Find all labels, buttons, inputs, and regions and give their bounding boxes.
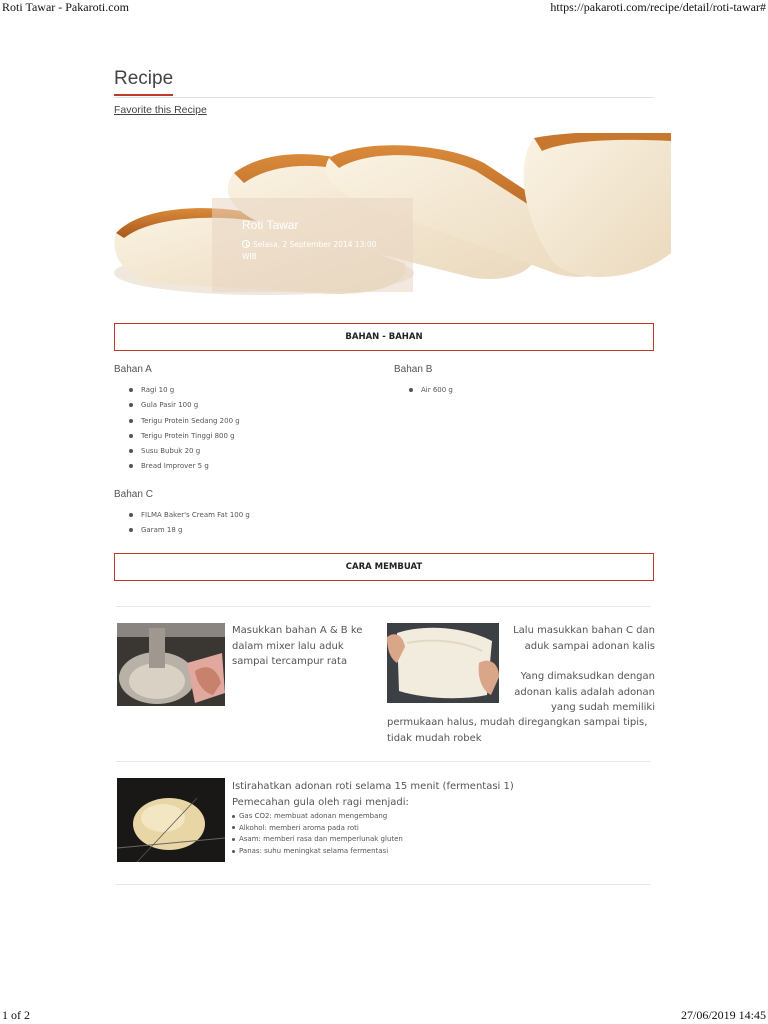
ingredients-section-header: BAHAN - BAHAN xyxy=(114,323,654,351)
recipe-date xyxy=(242,239,383,263)
mixer-photo-illustration xyxy=(117,623,225,706)
ingredient-item: Terigu Protein Sedang 200 g xyxy=(126,416,240,431)
ingredient-item: Gula Pasir 100 g xyxy=(126,400,240,415)
ingredient-item: Terigu Protein Tinggi 800 g xyxy=(126,431,240,446)
fermentation-item: Asam: memberi rasa dan memperlunak gluten xyxy=(232,834,403,846)
print-page-url: https://pakaroti.com/recipe/detail/roti-tawar# xyxy=(550,0,766,14)
ingredient-item: Air 600 g xyxy=(406,385,453,400)
recipe-date-text: Selasa, 2 September 2014 13:00 WIB xyxy=(242,240,377,261)
ingredient-item: FILMA Baker's Cream Fat 100 g xyxy=(126,510,250,525)
step-photo-dough-stretch xyxy=(387,623,499,703)
ingredient-item: Bread Improver 5 g xyxy=(126,461,240,476)
step-divider xyxy=(116,884,650,885)
dough-rest-illustration xyxy=(117,778,225,862)
ingredient-item: Ragi 10 g xyxy=(126,385,240,400)
print-page-number: 1 of 2 xyxy=(2,1008,30,1022)
print-page-title: Roti Tawar - Pakaroti.com xyxy=(2,0,129,14)
title-divider xyxy=(114,97,654,98)
ingredient-group-title: Bahan A xyxy=(114,364,152,375)
fermentation-item: Panas: suhu meningkat selama fermentasi xyxy=(232,846,403,858)
ingredient-list-b xyxy=(406,385,453,400)
print-datetime: 27/06/2019 14:45 xyxy=(680,1008,766,1022)
step-photo-mixer xyxy=(117,623,225,706)
dough-stretch-illustration xyxy=(387,623,499,703)
method-section-header: CARA MEMBUAT xyxy=(114,553,654,581)
step-2-text-a: Lalu masukkan bahan C dan aduk sampai adonan kalis xyxy=(513,625,655,652)
step-3-text-line-2: Pemecahan gula oleh ragi menjadi: xyxy=(232,797,409,808)
step-2-text-b: Yang dimaksudkan dengan adonan kalis adalah adonan yang sudah memiliki xyxy=(514,671,655,713)
recipe-caption-card xyxy=(212,198,413,292)
clock-icon xyxy=(242,240,250,248)
ingredient-list-a xyxy=(126,385,240,477)
page-title: Recipe xyxy=(114,68,174,89)
ingredient-group-title: Bahan C xyxy=(114,489,153,500)
fermentation-item: Alkohol: memberi aroma pada roti xyxy=(232,823,403,835)
step-photo-dough-rest xyxy=(117,778,225,862)
ingredient-item: Garam 18 g xyxy=(126,525,250,540)
ingredient-item: Susu Bubuk 20 g xyxy=(126,446,240,461)
title-accent-underline xyxy=(114,94,173,96)
favorite-recipe-link[interactable]: Favorite this Recipe xyxy=(114,104,207,116)
recipe-name: Roti Tawar xyxy=(242,218,299,232)
step-divider xyxy=(116,761,650,762)
recipe-hero-image xyxy=(114,133,671,299)
step-divider xyxy=(116,606,650,607)
step-1-text: Masukkan bahan A & B ke dalam mixer lalu aduk sampai tercampur rata xyxy=(232,625,363,667)
step-2-text-c: permukaan halus, mudah diregangkan sampai tipis, tidak mudah robek xyxy=(387,717,648,744)
step-3-text-line-1: Istirahatkan adonan roti selama 15 menit (fermentasi 1) xyxy=(232,781,514,792)
ingredient-list-c xyxy=(126,510,250,541)
step-3-fermentation-list xyxy=(232,811,403,858)
fermentation-item: Gas CO2: membuat adonan mengembang xyxy=(232,811,403,823)
ingredient-group-title: Bahan B xyxy=(394,364,433,375)
